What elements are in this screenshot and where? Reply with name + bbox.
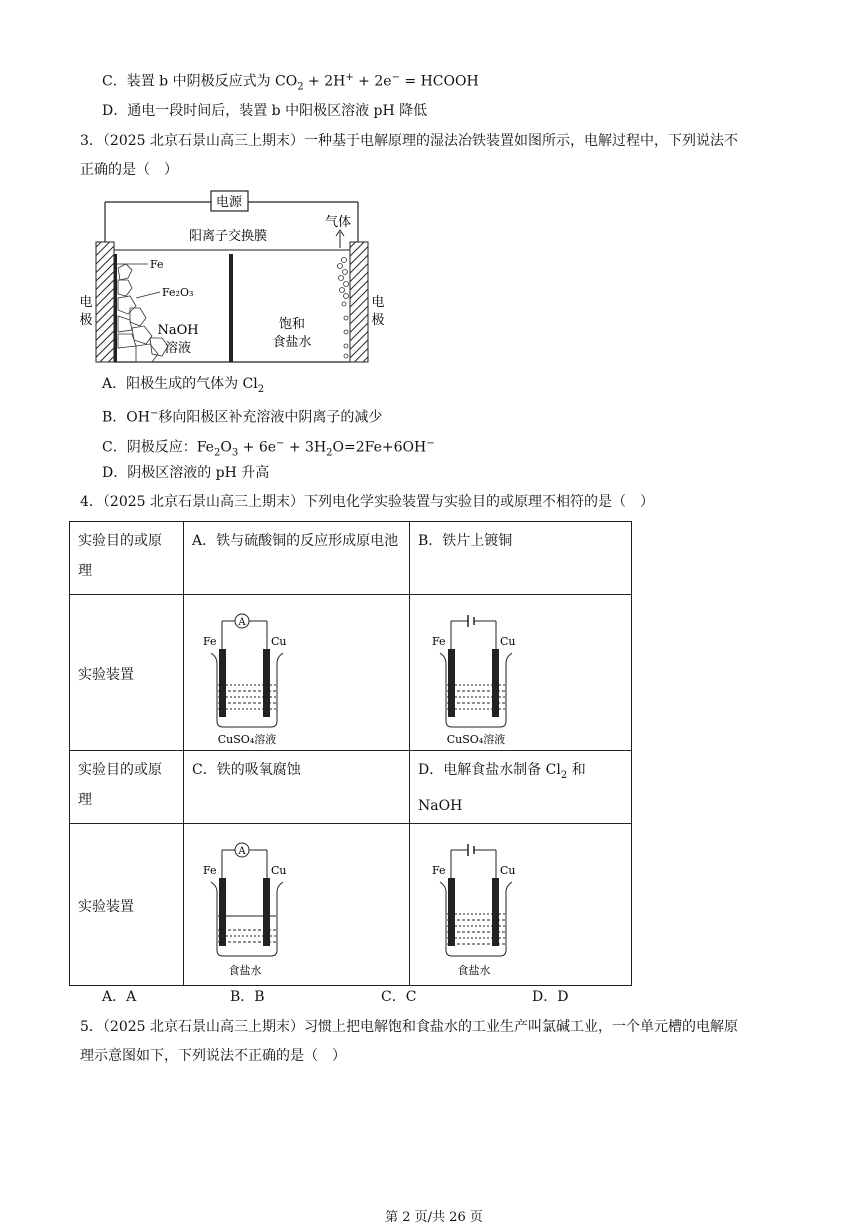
q3-option-a: A．阳极生成的气体为 $Cl_2$ [102,376,265,395]
electrode-right-label: 电 [371,295,385,310]
q4-stem: 4．（2025 北京石景山高三上期末）下列电化学实验装置与实验目的或原理不相符的是（ ） [80,494,654,510]
option-c-cell: C．铁的吸氧腐蚀 [184,751,410,824]
electrode-right-label-2: 极 [371,313,385,328]
q5-stem-line2: 理示意图如下，下列说法不正确的是（ ） [80,1048,346,1064]
header-label-cell-2: 实验目的或原理 [70,751,184,824]
q2-option-d: D．通电一段时间后，装置 b 中阳极区溶液 pH 降低 [102,103,428,119]
gas-label: 气体 [324,215,352,230]
cuso4-label: CuSO₄溶液 [446,733,506,745]
brine-label: 饱和 [278,317,306,332]
brine-label-2: 食盐水 [272,335,312,350]
q4-experiment-table [69,521,632,986]
cu-label: Cu [500,864,516,877]
electrode-left-label: 电 [79,295,93,310]
fe2o3-label: Fe₂O₃ [162,286,194,299]
q5-stem-line1: 5．（2025 北京石景山高三上期末）习惯上把电解饱和食盐水的工业生产叫氯碱工业，一个单元槽的电解原 [80,1019,738,1035]
q3-option-d: D．阴极区溶液的 pH 升高 [102,465,270,481]
cu-label: Cu [500,635,516,648]
cuso4-label: CuSO₄溶液 [217,733,277,745]
q4-answer-c: C．C [381,989,417,1005]
cu-label: Cu [271,864,287,877]
naoh-label: NaOH [157,323,199,338]
device-a-cell [184,595,410,751]
fe-label: Fe [150,258,164,271]
q4-answer-a: A．A [102,989,137,1005]
fe-label: Fe [203,864,217,877]
fe-label: Fe [203,635,217,648]
ammeter-label: A [238,617,246,628]
plating-cell-figure [426,605,526,745]
fe-label: Fe [432,635,446,648]
q2-option-c: C．装置 b 中阴极反应式为 $CO_2 + 2H^+ + 2e^-$ = HCOOH [102,72,479,93]
option-b-cell: B．铁片上镀铜 [410,522,632,595]
device-d-cell [410,824,632,986]
galvanic-cell-figure [197,605,297,745]
option-a-cell: A．铁与硫酸铜的反应形成原电池 [184,522,410,595]
cu-label: Cu [271,635,287,648]
oxygen-corrosion-figure [197,834,297,978]
q3-stem-line2: 正确的是（ ） [80,162,178,178]
brine-electrolysis-figure [426,834,526,978]
naoh-label-2: 溶液 [164,341,192,356]
device-label-cell-2: 实验装置 [70,824,184,986]
device-b-cell [410,595,632,751]
q3-option-b: B．OH−移向阳极区补充溶液中阴离子的减少 [102,408,383,426]
q3-option-c: C．阴极反应：$Fe_2O_3 + 6e^- + 3H_2O=2Fe+6OH^-$ [102,438,435,459]
ammeter-label: A [238,846,246,857]
q3-stem-line1: 3．（2025 北京石景山高三上期末）一种基于电解原理的湿法冶铁装置如图所示，电解过程中，下列说法不 [80,133,738,149]
brine-label: 食盐水 [457,964,491,977]
page-footer: 第 2 页/共 26 页 [385,1210,483,1225]
device-label-cell: 实验装置 [70,595,184,751]
q3-electrolysis-figure [78,188,398,368]
power-label: 电源 [215,195,243,210]
header-label-cell: 实验目的或原理 [70,522,184,595]
q4-answer-b: B．B [230,989,265,1005]
brine-label: 食盐水 [228,964,262,977]
electrode-left-label-2: 极 [79,313,93,328]
device-c-cell [184,824,410,986]
q4-answer-d: D．D [532,989,569,1005]
fe-label: Fe [432,864,446,877]
membrane-label: 阳离子交换膜 [188,229,268,244]
option-d-cell: D．电解食盐水制备 $Cl_2$ 和 NaOH [410,751,632,824]
